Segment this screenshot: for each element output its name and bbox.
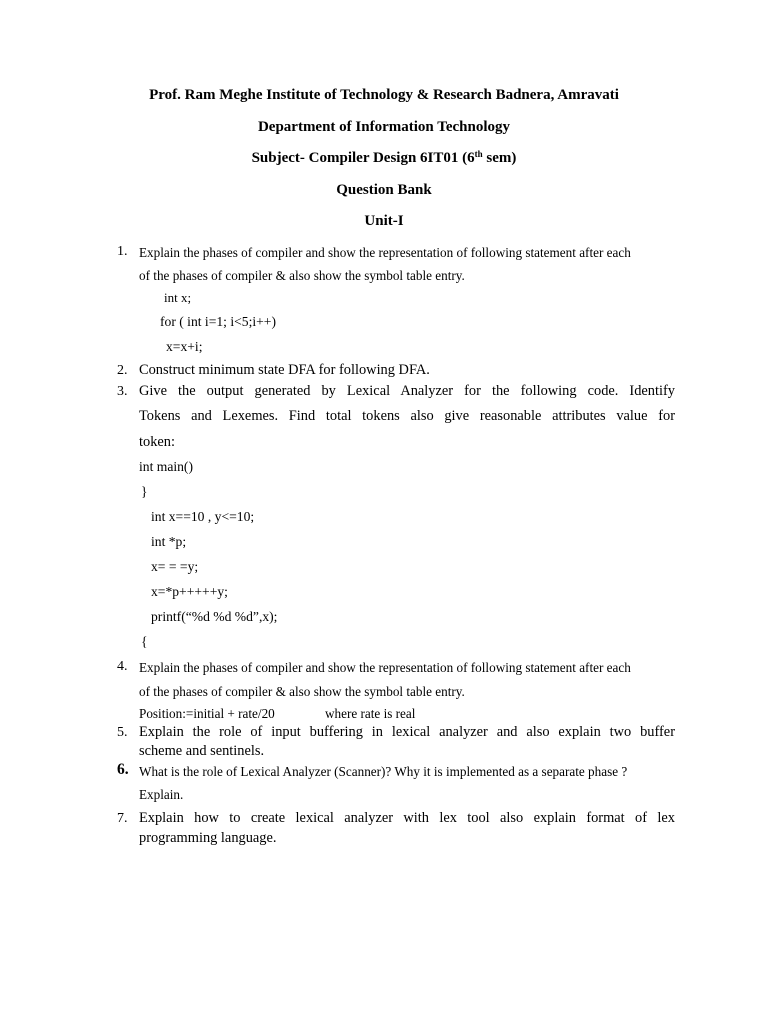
- code-line: x=*p+++++y;: [151, 584, 228, 599]
- expression-note: where rate is real: [325, 706, 416, 721]
- question-number: 2.: [117, 363, 128, 378]
- institute-title: Prof. Ram Meghe Institute of Technology & Research Badnera, Amravati: [149, 87, 619, 103]
- code-line: }: [141, 484, 148, 499]
- question-number: 7.: [117, 811, 128, 826]
- question-text-line: What is the role of Lexical Analyzer (Scanner)? Why it is implemented as a separate phase ?: [139, 764, 628, 779]
- question-text-line: scheme and sentinels.: [139, 743, 265, 759]
- subject-title: [0, 150, 768, 167]
- department-title: Department of Information Technology: [257, 119, 511, 135]
- unit-title: Unit-I: [364, 213, 404, 229]
- question-number: 5.: [117, 725, 128, 740]
- code-line: int *p;: [151, 534, 187, 549]
- question-number: 1.: [117, 244, 128, 259]
- question-text-line: of the phases of compiler & also show the symbol table entry.: [139, 268, 465, 283]
- expression: Position:=initial + rate/20: [139, 706, 275, 721]
- question-text-line: programming language.: [139, 830, 277, 846]
- question-text-line: Explain how to create lexical analyzer with lex tool also explain format of lex: [139, 810, 675, 826]
- question-text-line: Tokens and Lexemes. Find total tokens also give reasonable attributes value for: [139, 408, 675, 424]
- question-text-line: Explain the phases of compiler and show the representation of following statement after each: [139, 660, 631, 675]
- code-line: int x;: [164, 290, 192, 305]
- code-line: int main(): [139, 459, 193, 474]
- question-text-line: Explain the phases of compiler and show the representation of following statement after each: [139, 245, 631, 260]
- code-line: int x==10 , y<=10;: [151, 509, 255, 524]
- code-line: x= = =y;: [151, 559, 199, 574]
- code-line: printf(“%d %d %d”,x);: [151, 609, 278, 624]
- question-text-line: of the phases of compiler & also show the symbol table entry.: [139, 684, 465, 699]
- question-text-line: Explain the role of input buffering in lexical analyzer and also explain two buffer: [139, 724, 675, 740]
- code-line: {: [141, 634, 148, 649]
- question-number: 3.: [117, 384, 128, 399]
- subject-superscript: th: [474, 149, 483, 159]
- subject-suffix: sem): [482, 150, 517, 166]
- doc-type-title: Question Bank: [336, 182, 432, 198]
- question-text-line: token:: [139, 434, 175, 450]
- question-number: 4.: [117, 659, 128, 674]
- subject-prefix: Subject- Compiler Design 6IT01 (6: [251, 150, 475, 166]
- code-line: for ( int i=1; i<5;i++): [160, 314, 276, 329]
- question-text-line: Give the output generated by Lexical Analyzer for the following code. Identify: [139, 383, 675, 399]
- code-line: x=x+i;: [166, 339, 203, 354]
- question-text-line: Construct minimum state DFA for following DFA.: [139, 362, 430, 378]
- question-text-line: Explain.: [139, 787, 184, 802]
- question-number: 6.: [117, 761, 129, 778]
